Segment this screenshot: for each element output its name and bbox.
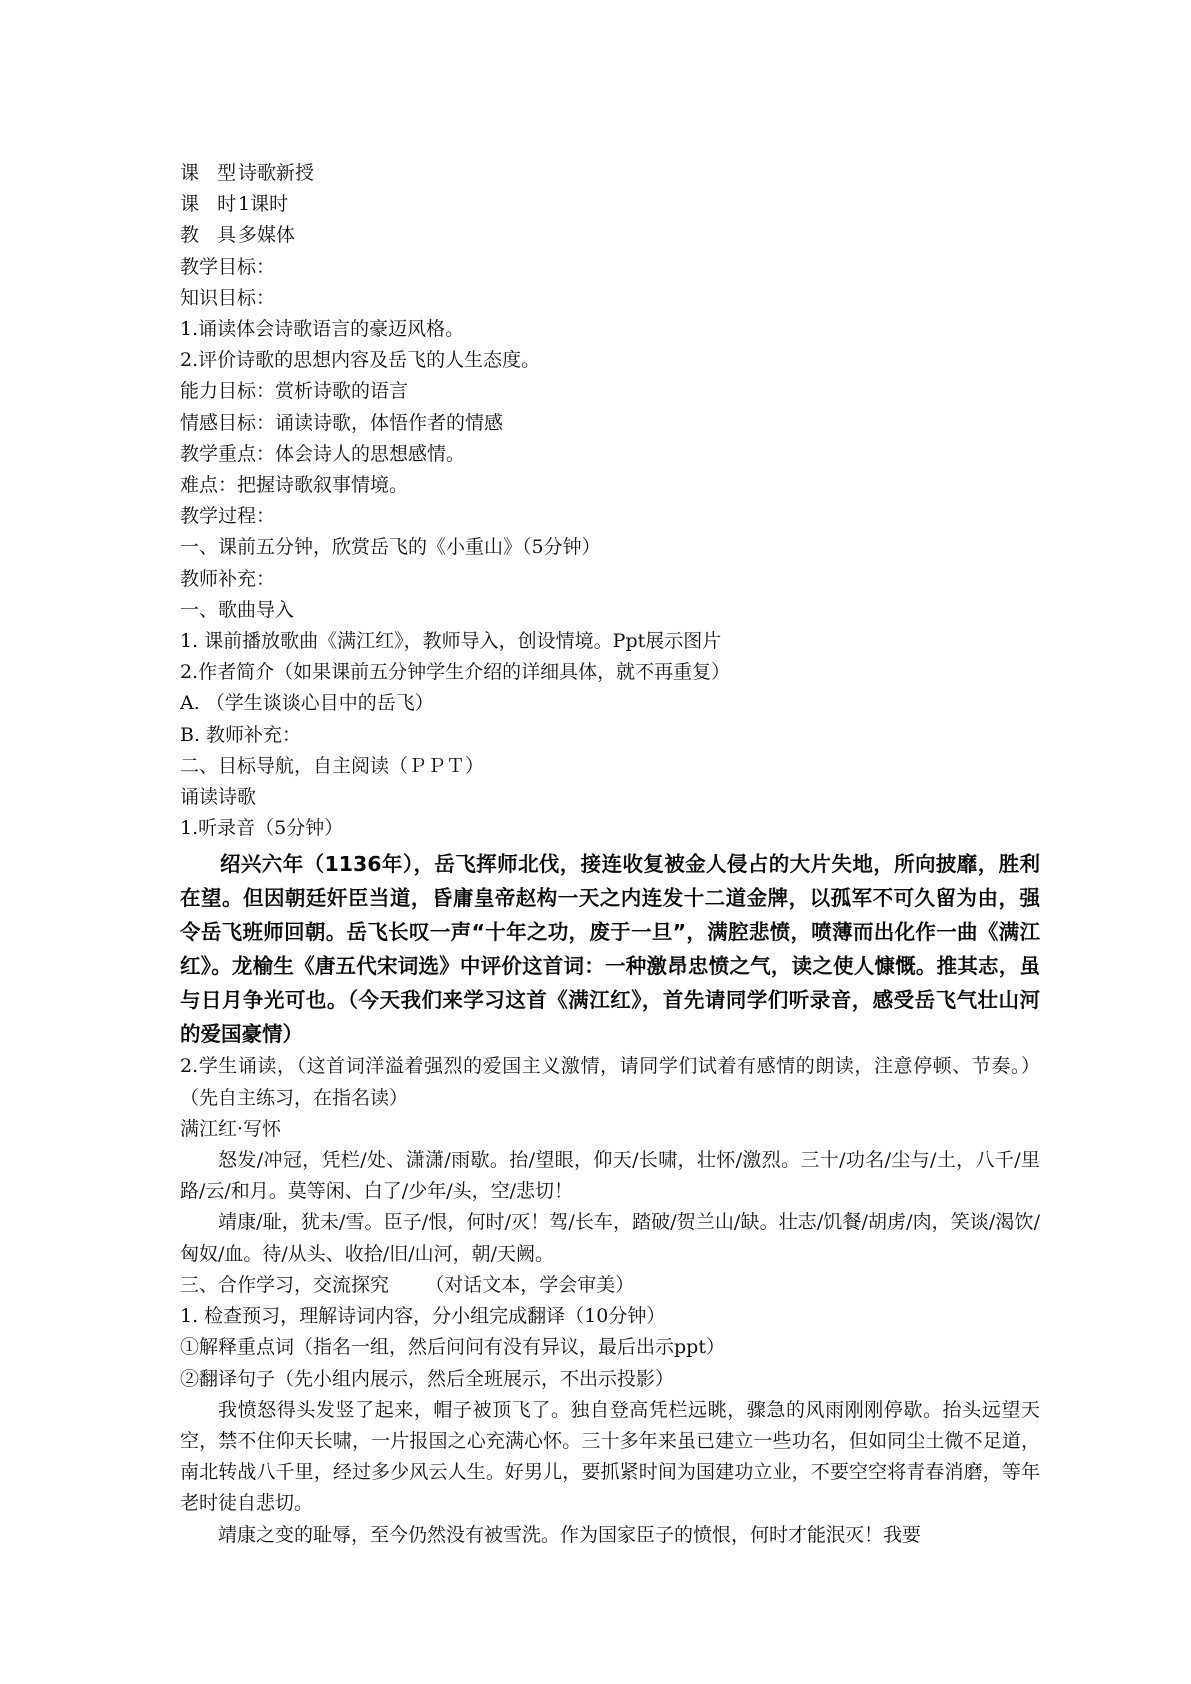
poem-stanza-2: 靖康/耻，犹未/雪。臣子/恨，何时/灭！驾/长车，踏破/贺兰山/缺。壮志/饥餐/胡虏/肉，笑谈/渴饮/匈奴/血。待/从头、收拾/旧/山河，朝/天阙。 [180, 1211, 1040, 1265]
text-line: 二、目标导航，自主阅读（ＰＰＴ） [180, 754, 485, 777]
text-line: 情感目标：诵读诗歌，体悟作者的情感 [180, 411, 504, 434]
header-row-tools [180, 220, 1040, 251]
header-label-char: 课 [180, 162, 200, 184]
section-3-item: ②翻译句子（先小组内展示，然后全班展示，不出示投影） [180, 1367, 675, 1390]
text-line: 一、歌曲导入 [180, 598, 295, 621]
translation-paragraph-1: 我愤怒得头发竖了起来，帽子被顶飞了。独自登高凭栏远眺，骤急的风雨刚刚停歇。抬头远望天空，禁不住仰天长啸，一片报国之心充满心怀。三十多年来虽已建立一些功名，但如同尘土微不足道，南北转战八千里，经过多少风云人生。好男儿，要抓紧时间为国建功立业，不要空空将青春消磨，等年老时徒自悲切。 [180, 1398, 1040, 1515]
text-line: 1. 课前播放歌曲《满江红》，教师导入，创设情境。Ppt展示图片 [180, 630, 722, 653]
text-line: 2.作者简介（如果课前五分钟学生介绍的详细具体，就不再重复） [180, 661, 731, 684]
section-3-item: ①解释重点词（指名一组，然后问问有没有异议，最后出示ppt） [180, 1336, 725, 1359]
text-line: A. （学生谈谈心目中的岳飞） [180, 692, 434, 715]
text-line: 知识目标： [180, 286, 276, 309]
text-line: 教师补充： [180, 567, 276, 590]
lesson-plan-body [180, 158, 1040, 1551]
text-line: B. 教师补充： [180, 723, 302, 746]
text-line: 教学重点：体会诗人的思想感情。 [180, 442, 466, 465]
section-3-heading [180, 1270, 1040, 1301]
translation-paragraph-2: 靖康之变的耻辱，至今仍然没有被雪洗。作为国家臣子的愤恨，何时才能泯灭！我要 [218, 1523, 922, 1546]
header-label-char: 教 [180, 224, 200, 247]
header-label-char: 具 [217, 224, 237, 247]
header-label-char: 型 [217, 162, 237, 184]
poem-stanza-1: 怒发/冲冠，凭栏/处、潇潇/雨歇。抬/望眼，仰天/长啸，壮怀/激烈。三十/功名/尘与/土，八千/里路/云/和月。莫等闲、白了/少年/头，空/悲切！ [180, 1149, 1040, 1203]
section-3-title: 三、合作学习，交流探究 [180, 1273, 390, 1296]
header-value: 1课时 [238, 193, 289, 216]
poem-title: 满江红·写怀 [180, 1117, 282, 1140]
recite-instruction: 2.学生诵读，（这首词洋溢着强烈的爱国主义激情，请同学们试着有感情的朗读，注意停顿、节奏。）（先自主练习，在指名读） [180, 1055, 1040, 1109]
header-label-char: 课 [180, 193, 200, 216]
text-line: 教学过程： [180, 505, 276, 528]
header-row-type [180, 158, 1040, 189]
section-3-item: 1. 检查预习，理解诗词内容，分小组完成翻译（10分钟） [180, 1305, 666, 1328]
header-value: 多媒体 [238, 224, 296, 247]
text-line: 难点：把握诗歌叙事情境。 [180, 474, 409, 497]
header-row-period [180, 189, 1040, 220]
header-value: 诗歌新授 [238, 162, 315, 184]
text-line: 教学目标： [180, 255, 276, 278]
section-3-note: （对话文本，学会审美） [425, 1273, 635, 1296]
text-line: 1.诵读体会诗歌语言的豪迈风格。 [180, 318, 465, 341]
text-line: 1.听录音（5分钟） [180, 817, 344, 840]
text-line: 2.评价诗歌的思想内容及岳飞的人生态度。 [180, 349, 541, 372]
header-label-char: 时 [217, 193, 237, 216]
text-line: 一、课前五分钟，欣赏岳飞的《小重山》（5分钟） [180, 536, 601, 559]
text-line: 能力目标：赏析诗歌的语言 [180, 380, 409, 403]
background-intro-paragraph: 绍兴六年（1136年），岳飞挥师北伐，接连收复被金人侵占的大片失地，所向披靡，胜利在望。但因朝廷奸臣当道，昏庸皇帝赵构一天之内连发十二道金牌，以孤军不可久留为由，强令岳飞班师回朝。岳飞长叹一声“十年之功，废于一旦”，满腔悲愤，喷薄而出化作一曲《满江红》。龙榆生《唐五代宋词选》中评价这首词：一种激昂忠愤之气，读之使人慷慨。推其志，虽与日月争光可也。（今天我们来学习这首《满江红》，首先请同学们听录音，感受岳飞气壮山河的爱国豪情） [180, 852, 1040, 1047]
text-line: 诵读诗歌 [180, 786, 257, 809]
